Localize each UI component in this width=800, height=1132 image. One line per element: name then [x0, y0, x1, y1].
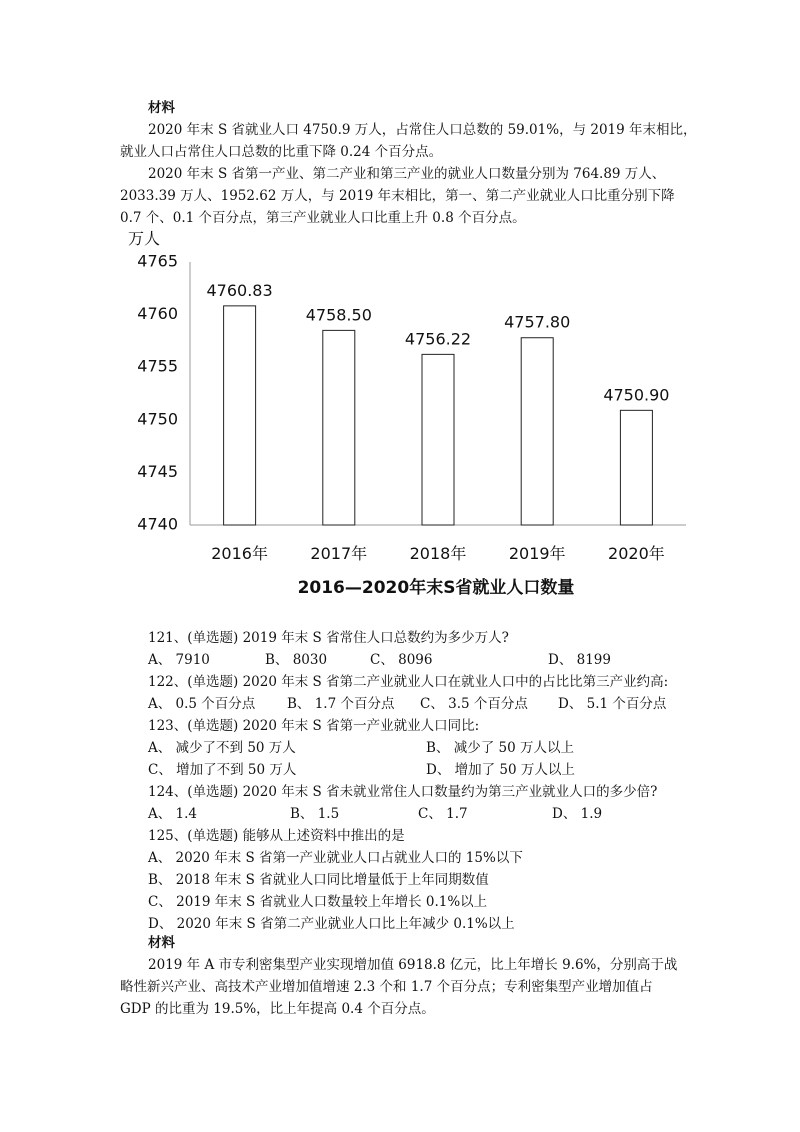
material-paragraph-2-line-3: 0.7 个、0.1 个百分点，第三产业就业人口比重上升 0.8 个百分点。: [120, 210, 526, 226]
question-122-option-c[interactable]: C、 3.5 个百分点: [420, 696, 528, 712]
bar-2016年: [224, 306, 256, 525]
material-paragraph-1-line-2: 就业人口占常住人口总数的比重下降 0.24 个百分点。: [120, 144, 443, 160]
bar-value-label: 4760.83: [206, 280, 273, 300]
question-125-option-b[interactable]: B、 2018 年末 S 省就业人口同比增量低于上年同期数值: [148, 872, 489, 888]
question-123-option-d[interactable]: D、 增加了 50 万人以上: [426, 762, 575, 778]
question-125-option-d[interactable]: D、 2020 年末 S 省第二产业就业人口比上年减少 0.1%以上: [148, 916, 515, 932]
bar-value-label: 4757.80: [504, 312, 571, 332]
question-124-option-c[interactable]: C、 1.7: [418, 806, 468, 822]
material-2-heading: 材料: [148, 935, 175, 951]
question-123-stem: 123、(单选题) 2020 年末 S 省第一产业就业人口同比:: [148, 718, 480, 734]
question-125-option-c[interactable]: C、 2019 年末 S 省就业人口数量较上年增长 0.1%以上: [148, 894, 488, 910]
employment-bar-chart: [118, 222, 698, 607]
question-124-option-a[interactable]: A、 1.4: [148, 806, 198, 822]
question-124-option-b[interactable]: B、 1.5: [290, 806, 340, 822]
question-125-stem: 125、(单选题) 能够从上述资料中推出的是: [148, 828, 405, 844]
x-tick-label: 2020年: [608, 544, 665, 563]
material-paragraph-2-line-1: 2020 年末 S 省第一产业、第二产业和第三产业的就业人口数量分别为 764.89 万人、: [148, 166, 666, 182]
material-heading: 材料: [148, 100, 175, 116]
bar-value-label: 4756.22: [404, 329, 472, 349]
question-124-stem: 124、(单选题) 2020 年末 S 省未就业常住人口数量约为第三产业就业人口的多少倍?: [148, 784, 658, 800]
bar-value-label: 4758.50: [305, 305, 372, 325]
y-tick-label: 4755: [137, 356, 178, 376]
x-tick-label: 2019年: [508, 544, 566, 563]
y-tick-label: 4765: [137, 251, 178, 271]
material-2-line-1: 2019 年 A 市专利密集型产业实现增加值 6918.8 亿元，比上年增长 9.6%，分别高于战: [148, 957, 678, 973]
x-tick-label: 2018年: [409, 544, 467, 563]
material-2-line-2: 略性新兴产业、高技术产业增加值增速 2.3 个和 1.7 个百分点；专利密集型产业增加值占: [120, 979, 653, 995]
question-121-option-d[interactable]: D、 8199: [548, 652, 611, 668]
material-2-line-3: GDP 的比重为 19.5%，比上年提高 0.4 个百分点。: [120, 1001, 435, 1017]
question-122-option-a[interactable]: A、 0.5 个百分点: [148, 696, 256, 712]
y-tick-label: 4745: [137, 461, 178, 481]
question-121-stem: 121、(单选题) 2019 年末 S 省常住人口总数约为多少万人?: [148, 630, 509, 646]
x-axis-ticks: [211, 544, 665, 563]
material-paragraph-2-line-2: 2033.39 万人、1952.62 万人，与 2019 年末相比，第一、第二产业就业人口比重分别下降: [120, 188, 675, 204]
question-122-option-d[interactable]: D、 5.1 个百分点: [558, 696, 667, 712]
question-123-option-c[interactable]: C、 增加了不到 50 万人: [148, 762, 297, 778]
question-121-option-b[interactable]: B、 8030: [265, 652, 328, 668]
y-tick-label: 4750: [137, 409, 178, 429]
bar-value-label: 4750.90: [603, 385, 670, 405]
bar-2017年: [323, 330, 355, 525]
y-tick-label: 4760: [137, 304, 178, 324]
question-123-option-a[interactable]: A、 减少了不到 50 万人: [148, 740, 296, 756]
material-paragraph-1-line-1: 2020 年末 S 省就业人口 4750.9 万人，占常住人口总数的 59.01%，与 2019 年末相比，: [148, 122, 697, 138]
x-tick-label: 2016年: [211, 544, 268, 563]
y-tick-label: 4740: [137, 514, 178, 534]
question-125-option-a[interactable]: A、 2020 年末 S 省第一产业就业人口占就业人口的 15%以下: [148, 850, 523, 866]
question-121-option-c[interactable]: C、 8096: [370, 652, 433, 668]
x-tick-label: 2017年: [310, 544, 368, 563]
y-axis-ticks: [137, 252, 178, 534]
question-123-option-b[interactable]: B、 减少了 50 万人以上: [426, 740, 574, 756]
bar-2018年: [422, 354, 454, 525]
bar-2020年: [620, 410, 652, 525]
question-122-option-b[interactable]: B、 1.7 个百分点: [287, 696, 395, 712]
bar-2019年: [521, 338, 553, 525]
y-axis-unit-label: 万人: [128, 229, 161, 248]
question-121-option-a[interactable]: A、 7910: [148, 652, 210, 668]
question-122-stem: 122、(单选题) 2020 年末 S 省第二产业就业人口在就业人口中的占比比第三产业约高:: [148, 674, 669, 690]
chart-title: 2016—2020年末S省就业人口数量: [297, 578, 575, 598]
question-124-option-d[interactable]: D、 1.9: [552, 806, 603, 822]
